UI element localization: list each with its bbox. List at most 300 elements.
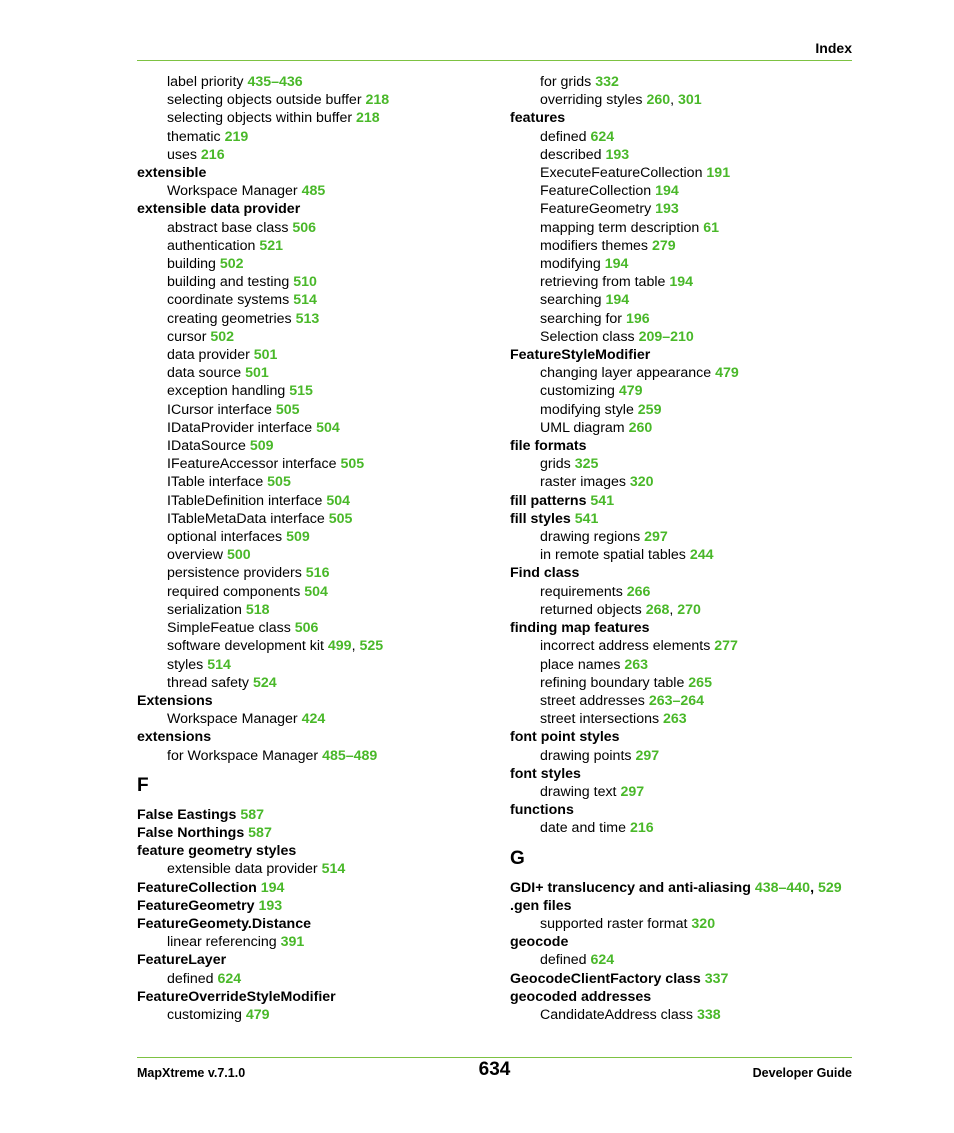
- range-separator: ,: [669, 601, 678, 618]
- index-entry: [137, 728, 482, 746]
- entry-term: customizing: [167, 1006, 242, 1023]
- range-separator: ,: [810, 879, 818, 896]
- page-reference-link[interactable]: 518: [245, 601, 270, 618]
- index-subentry: [510, 401, 855, 419]
- entry-term: grids: [540, 456, 571, 473]
- index-subentry: [137, 310, 482, 328]
- entry-term: data provider: [167, 347, 250, 364]
- index-subentry: [137, 128, 482, 146]
- entry-term: .gen files: [510, 897, 572, 914]
- page-reference-link[interactable]: 438: [754, 879, 779, 896]
- index-subentry: [137, 237, 482, 255]
- page-reference-link[interactable]: 219: [224, 128, 249, 145]
- entry-term: coordinate systems: [167, 292, 290, 309]
- page-reference-link[interactable]: 505: [328, 510, 353, 527]
- entry-term: supported raster format: [540, 915, 688, 932]
- page-reference-link[interactable]: 265: [688, 674, 712, 691]
- entry-term: features: [510, 110, 566, 127]
- index-entry: [510, 897, 855, 915]
- index-entry: [510, 801, 855, 819]
- index-subentry: [510, 364, 855, 382]
- entry-term: exception handling: [167, 383, 286, 400]
- page-reference-link[interactable]: 524: [252, 674, 277, 691]
- page-reference-link[interactable]: 194: [669, 274, 693, 291]
- index-subentry: [510, 656, 855, 674]
- page-reference-link[interactable]: 332: [595, 74, 619, 90]
- entry-term: label priority: [167, 74, 244, 90]
- entry-term: for Workspace Manager: [167, 747, 319, 764]
- index-subentry: [137, 73, 482, 91]
- entry-term: SimpleFeatue class: [167, 620, 291, 637]
- entry-term: thread safety: [167, 674, 250, 691]
- index-subentry: [510, 1006, 855, 1024]
- index-subentry: [510, 455, 855, 473]
- entry-term: data source: [167, 365, 242, 382]
- entry-term: FeatureCollection: [540, 183, 652, 200]
- entry-term: modifiers themes: [540, 237, 649, 254]
- entry-term: extensible data provider: [137, 201, 301, 218]
- index-entry: [137, 988, 482, 1006]
- page-reference-link[interactable]: 244: [689, 547, 714, 564]
- page-reference-link[interactable]: 216: [200, 146, 225, 163]
- entry-term: FeatureLayer: [137, 952, 227, 969]
- page-reference-link[interactable]: 277: [714, 638, 738, 655]
- entry-term: in remote spatial tables: [540, 547, 686, 564]
- entry-term: required components: [167, 583, 301, 600]
- page-reference-link[interactable]: 218: [356, 110, 380, 127]
- entry-term: requirements: [540, 583, 623, 600]
- range-separator: –: [662, 328, 671, 345]
- entry-term: persistence providers: [167, 565, 302, 582]
- entry-term: defined: [167, 970, 214, 987]
- page-reference-link[interactable]: 424: [301, 711, 326, 728]
- page-reference-link[interactable]: 218: [365, 92, 390, 109]
- entry-term: ExecuteFeatureCollection: [540, 165, 703, 182]
- entry-term: selecting objects within buffer: [167, 110, 353, 127]
- entry-term: searching for: [540, 310, 623, 327]
- page-reference-link[interactable]: 263: [624, 656, 649, 673]
- page-reference-link[interactable]: 587: [240, 806, 264, 823]
- entry-term: functions: [510, 802, 574, 819]
- index-subentry: [137, 528, 482, 546]
- index-subentry: [137, 546, 482, 564]
- index-subentry: [510, 328, 855, 346]
- page-reference-link[interactable]: 263: [663, 711, 687, 728]
- index-entry: [137, 897, 482, 915]
- entry-term: uses: [167, 146, 197, 163]
- entry-term: changing layer appearance: [540, 365, 712, 382]
- index-subentry: [510, 583, 855, 601]
- entry-term: place names: [540, 656, 621, 673]
- page-reference-link[interactable]: 479: [245, 1006, 270, 1023]
- index-entry: [510, 564, 855, 582]
- page-reference-link[interactable]: 264: [680, 692, 705, 709]
- entry-term: ICursor interface: [167, 401, 272, 418]
- entry-term: Extensions: [137, 692, 213, 709]
- entry-term: creating geometries: [167, 310, 292, 327]
- index-subentry: [510, 273, 855, 291]
- entry-term: selecting objects outside buffer: [167, 92, 362, 109]
- page-reference-link[interactable]: 485: [322, 747, 346, 764]
- running-header: Index: [815, 40, 852, 56]
- entry-term: FeatureCollection: [137, 879, 257, 896]
- index-subentry: [137, 970, 482, 988]
- page-reference-link[interactable]: 193: [655, 201, 679, 218]
- index-subentry: [510, 164, 855, 182]
- page-reference-link[interactable]: 485: [301, 183, 326, 200]
- page-reference-link[interactable]: 506: [294, 620, 319, 637]
- page-reference-link[interactable]: 525: [359, 638, 384, 655]
- page-reference-link[interactable]: 440: [786, 879, 811, 896]
- footer-guide-title: Developer Guide: [752, 1066, 852, 1080]
- index-entry: [510, 346, 855, 364]
- page-reference-link[interactable]: 193: [605, 146, 630, 163]
- page-reference-link[interactable]: 209: [638, 328, 663, 345]
- range-separator: –: [345, 747, 354, 764]
- index-subentry: [137, 455, 482, 473]
- page-reference-link[interactable]: 541: [574, 510, 599, 527]
- entry-term: geocode: [510, 934, 569, 951]
- range-separator: ,: [351, 638, 360, 655]
- page-reference-link[interactable]: 499: [327, 638, 352, 655]
- page-reference-link[interactable]: 279: [651, 237, 676, 254]
- entry-term: serialization: [167, 601, 242, 618]
- page-reference-link[interactable]: 587: [248, 824, 272, 841]
- index-subentry: [510, 692, 855, 710]
- entry-term: abstract base class: [167, 219, 289, 236]
- index-subentry: [510, 710, 855, 728]
- entry-term: FeatureOverrideStyleModifier: [137, 988, 336, 1005]
- entry-term: for grids: [540, 74, 592, 90]
- entry-term: Workspace Manager: [167, 183, 298, 200]
- index-subentry: [137, 564, 482, 582]
- index-subentry: [137, 637, 482, 655]
- page-reference-link[interactable]: 260: [628, 419, 653, 436]
- page-reference-link[interactable]: 501: [245, 365, 269, 382]
- page-reference-link[interactable]: 297: [620, 783, 645, 800]
- index-column-left: [137, 73, 482, 1024]
- page-reference-link[interactable]: 501: [253, 347, 278, 364]
- page-reference-link[interactable]: 529: [817, 879, 842, 896]
- page-reference-link[interactable]: 301: [678, 92, 702, 109]
- page-reference-link[interactable]: 436: [279, 74, 303, 90]
- page-reference-link[interactable]: 514: [293, 292, 317, 309]
- page-reference-link[interactable]: 624: [217, 970, 242, 987]
- page-reference-link[interactable]: 297: [644, 529, 668, 546]
- entry-term: cursor: [167, 328, 207, 345]
- entry-term: extensions: [137, 729, 212, 746]
- page-reference-link[interactable]: 514: [321, 861, 346, 878]
- page-reference-link[interactable]: 505: [340, 456, 365, 473]
- page-reference-link[interactable]: 338: [696, 1006, 721, 1023]
- index-subentry: [137, 219, 482, 237]
- page-reference-link[interactable]: 270: [677, 601, 701, 618]
- entry-term: ITable interface: [167, 474, 264, 491]
- index-subentry: [510, 255, 855, 273]
- index-subentry: [137, 1006, 482, 1024]
- index-subentry: [510, 146, 855, 164]
- index-subentry: [137, 933, 482, 951]
- index-subentry: [137, 437, 482, 455]
- entry-term: extensible: [137, 165, 207, 182]
- page-reference-link[interactable]: 210: [670, 328, 694, 345]
- entry-term: extensible data provider: [167, 861, 318, 878]
- footer-rule: [137, 1057, 852, 1058]
- page-reference-link[interactable]: 266: [626, 583, 651, 600]
- entry-term: font point styles: [510, 729, 620, 746]
- page-reference-link[interactable]: 515: [289, 383, 313, 400]
- page-reference-link[interactable]: 489: [353, 747, 378, 764]
- section-letter: G: [510, 847, 525, 869]
- index-entry: [510, 933, 855, 951]
- index-subentry: [137, 656, 482, 674]
- page-reference-link[interactable]: 216: [629, 820, 654, 837]
- page-reference-link[interactable]: 541: [590, 492, 615, 509]
- footer-product: MapXtreme v.7.1.0: [137, 1066, 246, 1080]
- entry-term: GDI+ translucency and anti-aliasing: [510, 879, 751, 896]
- index-subentry: [137, 255, 482, 273]
- index-subentry: [510, 915, 855, 933]
- page-reference-link[interactable]: 504: [316, 419, 340, 436]
- index-subentry: [137, 91, 482, 109]
- entry-term: incorrect address elements: [540, 638, 711, 655]
- entry-term: IDataSource: [167, 438, 246, 455]
- index-subentry: [137, 601, 482, 619]
- entry-term: software development kit: [167, 638, 324, 655]
- index-entry: [137, 806, 482, 824]
- entry-term: street intersections: [540, 711, 660, 728]
- index-subentry: [510, 182, 855, 200]
- page-reference-link[interactable]: 259: [637, 401, 662, 418]
- index-subentry: [510, 73, 855, 91]
- entry-term: GeocodeClientFactory class: [510, 970, 701, 987]
- entry-term: Selection class: [540, 328, 635, 345]
- entry-term: overview: [167, 547, 223, 564]
- page-reference-link[interactable]: 435: [247, 74, 272, 90]
- header-rule: [137, 60, 852, 61]
- page-reference-link[interactable]: 263: [648, 692, 673, 709]
- page-reference-link[interactable]: 509: [286, 529, 310, 546]
- entry-term: date and time: [540, 820, 626, 837]
- entry-term: drawing text: [540, 783, 617, 800]
- entry-term: modifying: [540, 256, 601, 273]
- index-entry: [137, 824, 482, 842]
- index-subentry: [510, 528, 855, 546]
- index-subentry: [510, 637, 855, 655]
- index-subentry: [137, 346, 482, 364]
- page-reference-link[interactable]: 505: [275, 401, 300, 418]
- page-reference-link[interactable]: 509: [249, 438, 274, 455]
- page-reference-link[interactable]: 337: [704, 970, 729, 987]
- page-reference-link[interactable]: 391: [280, 934, 305, 951]
- page-reference-link[interactable]: 194: [605, 292, 630, 309]
- entry-term: described: [540, 146, 602, 163]
- page-reference-link[interactable]: 624: [590, 952, 615, 969]
- entry-term: FeatureStyleModifier: [510, 347, 651, 364]
- page-reference-link[interactable]: 500: [226, 547, 251, 564]
- entry-term: geocoded addresses: [510, 988, 652, 1005]
- index-entry: [510, 510, 855, 528]
- page-reference-link[interactable]: 325: [574, 456, 599, 473]
- index-subentry: [510, 382, 855, 400]
- page-reference-link[interactable]: 513: [295, 310, 320, 327]
- page-reference-link[interactable]: 268: [645, 601, 670, 618]
- index-subentry: [510, 951, 855, 969]
- page-number: 634: [478, 1059, 511, 1080]
- page-reference-link[interactable]: 297: [635, 747, 660, 764]
- index-subentry: [137, 419, 482, 437]
- entry-term: finding map features: [510, 620, 650, 637]
- index-subentry: [137, 291, 482, 309]
- index-subentry: [137, 583, 482, 601]
- entry-term: building: [167, 256, 216, 273]
- entry-term: defined: [540, 952, 587, 969]
- index-subentry: [510, 747, 855, 765]
- page-reference-link[interactable]: 194: [260, 879, 285, 896]
- index-subentry: [137, 860, 482, 878]
- index-entry: [510, 988, 855, 1006]
- index-subentry: [510, 419, 855, 437]
- page-reference-link[interactable]: 61: [703, 219, 720, 236]
- page-reference-link[interactable]: 510: [293, 274, 317, 291]
- index-entry: [510, 437, 855, 455]
- index-subentry: [510, 291, 855, 309]
- entry-term: modifying style: [540, 401, 634, 418]
- section-letter: F: [137, 774, 149, 796]
- entry-term: font styles: [510, 765, 581, 782]
- entry-term: ITableMetaData interface: [167, 510, 325, 527]
- index-subentry: [510, 91, 855, 109]
- page-reference-link[interactable]: 624: [590, 128, 615, 145]
- entry-term: styles: [167, 656, 204, 673]
- index-entry: [510, 970, 855, 988]
- entry-term: CandidateAddress class: [540, 1006, 693, 1023]
- page-reference-link[interactable]: 320: [629, 474, 654, 491]
- index-subentry: [137, 619, 482, 637]
- entry-term: file formats: [510, 438, 587, 455]
- index-entry: [137, 879, 482, 897]
- range-separator: –: [672, 692, 681, 709]
- index-entry: [510, 619, 855, 637]
- page-reference-link[interactable]: 260: [646, 92, 671, 109]
- entry-term: False Northings: [137, 824, 245, 841]
- entry-term: linear referencing: [167, 934, 277, 951]
- entry-term: thematic: [167, 128, 221, 145]
- entry-term: drawing points: [540, 747, 632, 764]
- page-reference-link[interactable]: 514: [207, 656, 231, 673]
- index-subentry: [137, 492, 482, 510]
- entry-term: customizing: [540, 383, 615, 400]
- index-subentry: [510, 783, 855, 801]
- entry-term: returned objects: [540, 601, 642, 618]
- index-subentry: [510, 473, 855, 491]
- entry-term: feature geometry styles: [137, 843, 297, 860]
- index-subentry: [510, 128, 855, 146]
- index-subentry: [510, 546, 855, 564]
- index-subentry: [510, 601, 855, 619]
- entry-term: drawing regions: [540, 529, 641, 546]
- index-subentry: [510, 819, 855, 837]
- index-subentry: [137, 473, 482, 491]
- index-entry: [137, 200, 482, 218]
- page-reference-link[interactable]: 479: [618, 383, 643, 400]
- page-reference-link[interactable]: 194: [655, 183, 679, 200]
- page-reference-link[interactable]: 502: [210, 328, 235, 345]
- entry-term: FeatureGeomety.Distance: [137, 915, 311, 932]
- page-reference-link[interactable]: 502: [219, 256, 244, 273]
- index-column-right: [510, 73, 855, 1024]
- entry-term: Find class: [510, 565, 580, 582]
- index-subentry: [510, 219, 855, 237]
- index-subentry: [510, 310, 855, 328]
- page-reference-link[interactable]: 196: [625, 310, 650, 327]
- page-reference-link[interactable]: 191: [706, 165, 731, 182]
- index-subentry: [137, 401, 482, 419]
- page-reference-link[interactable]: 194: [604, 256, 629, 273]
- page-reference-link[interactable]: 516: [305, 565, 330, 582]
- page-footer: [137, 1059, 852, 1084]
- index-subentry: [137, 146, 482, 164]
- index-entry: [510, 879, 855, 897]
- entry-term: raster images: [540, 474, 626, 491]
- entry-term: IFeatureAccessor interface: [167, 456, 337, 473]
- entry-term: overriding styles: [540, 92, 643, 109]
- index-subentry: [137, 510, 482, 528]
- entry-term: mapping term description: [540, 219, 700, 236]
- index-entry: [510, 109, 855, 127]
- page-reference-link[interactable]: 506: [292, 219, 317, 236]
- entry-term: FeatureGeometry: [540, 201, 652, 218]
- index-subentry: [137, 747, 482, 765]
- index-entry: [510, 765, 855, 783]
- index-subentry: [137, 364, 482, 382]
- page-reference-link[interactable]: 504: [304, 583, 328, 600]
- index-subentry: [510, 237, 855, 255]
- index-entry: [137, 915, 482, 933]
- index-subentry: [510, 674, 855, 692]
- entry-term: ITableDefinition interface: [167, 492, 323, 509]
- index-entry: [137, 692, 482, 710]
- index-subentry: [137, 710, 482, 728]
- range-separator: –: [271, 74, 280, 90]
- page-reference-link[interactable]: 521: [259, 237, 283, 254]
- entry-term: IDataProvider interface: [167, 419, 313, 436]
- page-reference-link[interactable]: 320: [691, 915, 716, 932]
- index-subentry: [137, 328, 482, 346]
- index-entry: [137, 842, 482, 860]
- index-entry: [137, 951, 482, 969]
- range-separator: ,: [670, 92, 679, 109]
- entry-term: UML diagram: [540, 419, 625, 436]
- entry-term: refining boundary table: [540, 674, 685, 691]
- entry-term: authentication: [167, 237, 256, 254]
- page-reference-link[interactable]: 504: [326, 492, 350, 509]
- index-subentry: [510, 200, 855, 218]
- page-reference-link[interactable]: 479: [715, 365, 739, 382]
- entry-term: Workspace Manager: [167, 711, 298, 728]
- entry-term: fill patterns: [510, 492, 587, 509]
- index-entry: [510, 728, 855, 746]
- index-entry: [137, 164, 482, 182]
- index-entry: [510, 492, 855, 510]
- index-subentry: [137, 109, 482, 127]
- range-separator: –: [778, 879, 787, 896]
- index-subentry: [137, 674, 482, 692]
- entry-term: searching: [540, 292, 602, 309]
- page-reference-link[interactable]: 505: [267, 474, 291, 491]
- page-reference-link[interactable]: 193: [258, 897, 283, 914]
- entry-term: FeatureGeometry: [137, 897, 255, 914]
